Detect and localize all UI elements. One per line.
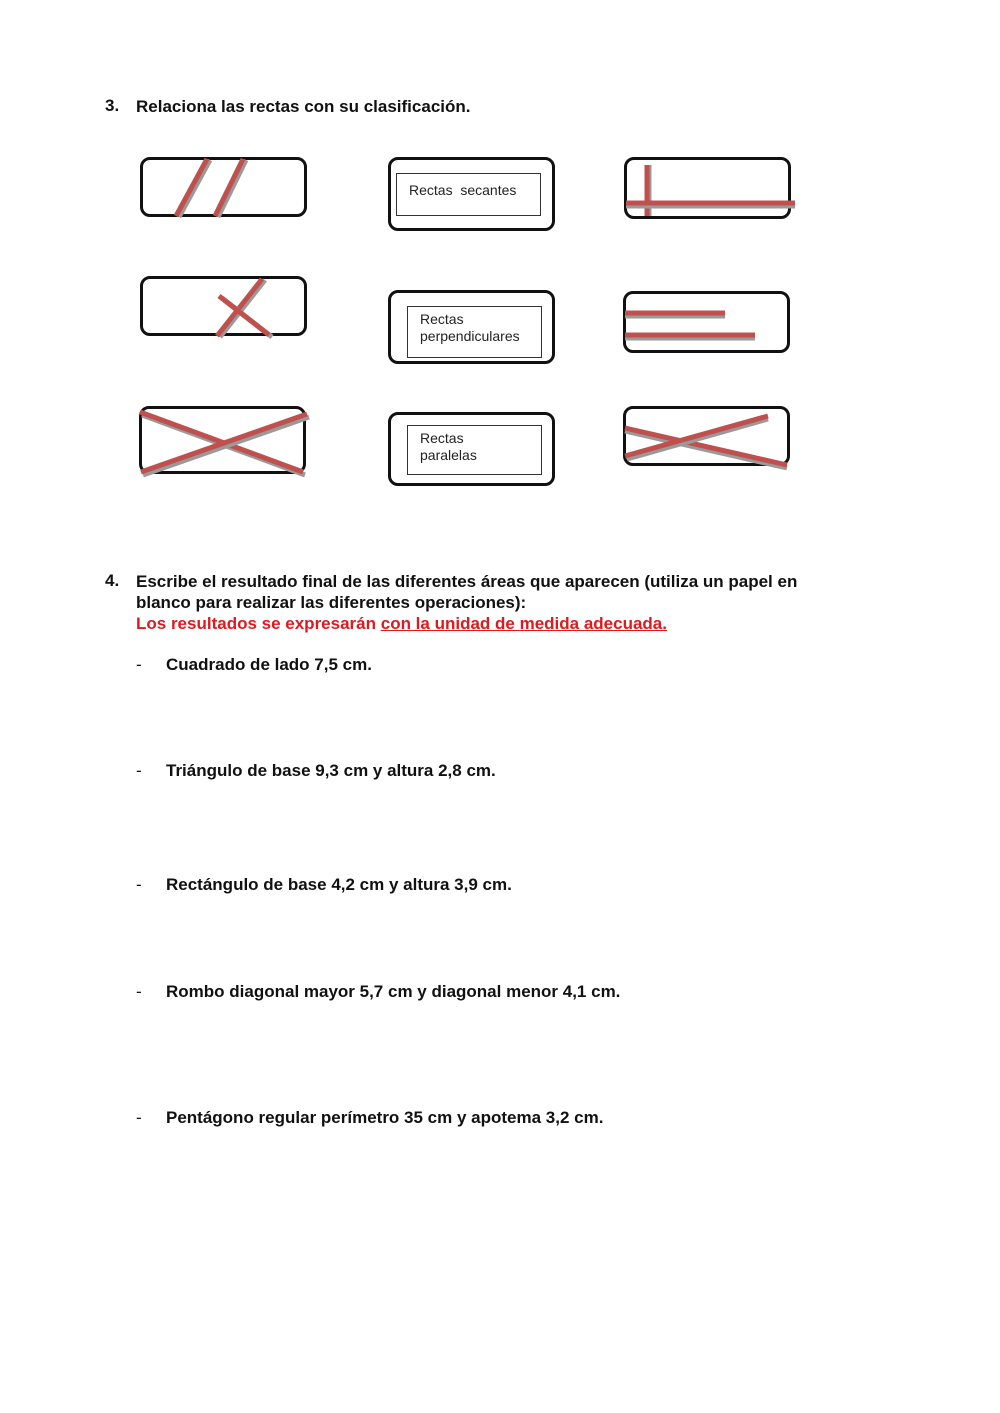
- item-bullet: -: [136, 875, 142, 894]
- item-rombo: Rombo diagonal mayor 5,7 cm y diagonal menor 4,1 cm.: [166, 982, 621, 1001]
- item-rectangulo: Rectángulo de base 4,2 cm y altura 3,9 cm.: [166, 875, 512, 894]
- secant-cross-lines: [140, 412, 309, 475]
- question-4-note-part-1: Los resultados se expresarán: [136, 614, 381, 633]
- classification-label-paralelas: Rectas paralelas: [407, 425, 542, 475]
- question-4-note-part-2: con la unidad de medida adecuada.: [380, 614, 667, 633]
- parallel-horizontal-lines: [625, 313, 755, 338]
- classification-label-perpendiculares: Rectas perpendiculares: [407, 306, 542, 358]
- item-bullet: -: [136, 1108, 142, 1127]
- classification-label-secantes: Rectas secantes: [396, 173, 541, 216]
- question-4-line-2: blanco para realizar las diferentes operaciones):: [136, 593, 527, 612]
- item-pentagono: Pentágono regular perímetro 35 cm y apotema 3,2 cm.: [166, 1108, 604, 1127]
- item-bullet: -: [136, 982, 142, 1001]
- question-3-number: 3.: [105, 96, 120, 115]
- question-4-number: 4.: [105, 571, 120, 590]
- secant-shallow-cross-lines: [625, 416, 787, 468]
- item-cuadrado: Cuadrado de lado 7,5 cm.: [166, 655, 372, 674]
- question-4-note: [136, 613, 797, 634]
- perpendicular-cross-lines: [217, 279, 272, 337]
- question-4-line-1: Escribe el resultado final de las diferentes áreas que aparecen (utiliza un papel en: [136, 572, 798, 591]
- item-bullet: -: [136, 655, 142, 674]
- perpendicular-corner-lines: [626, 165, 795, 216]
- item-bullet: -: [136, 761, 142, 780]
- item-triangulo: Triángulo de base 9,3 cm y altura 2,8 cm.: [166, 761, 496, 780]
- parallel-oblique-lines: [176, 159, 246, 217]
- line-figures-overlay: [0, 0, 1000, 520]
- question-4-instructions: [136, 571, 797, 634]
- question-3-title: Relaciona las rectas con su clasificación.: [136, 97, 471, 116]
